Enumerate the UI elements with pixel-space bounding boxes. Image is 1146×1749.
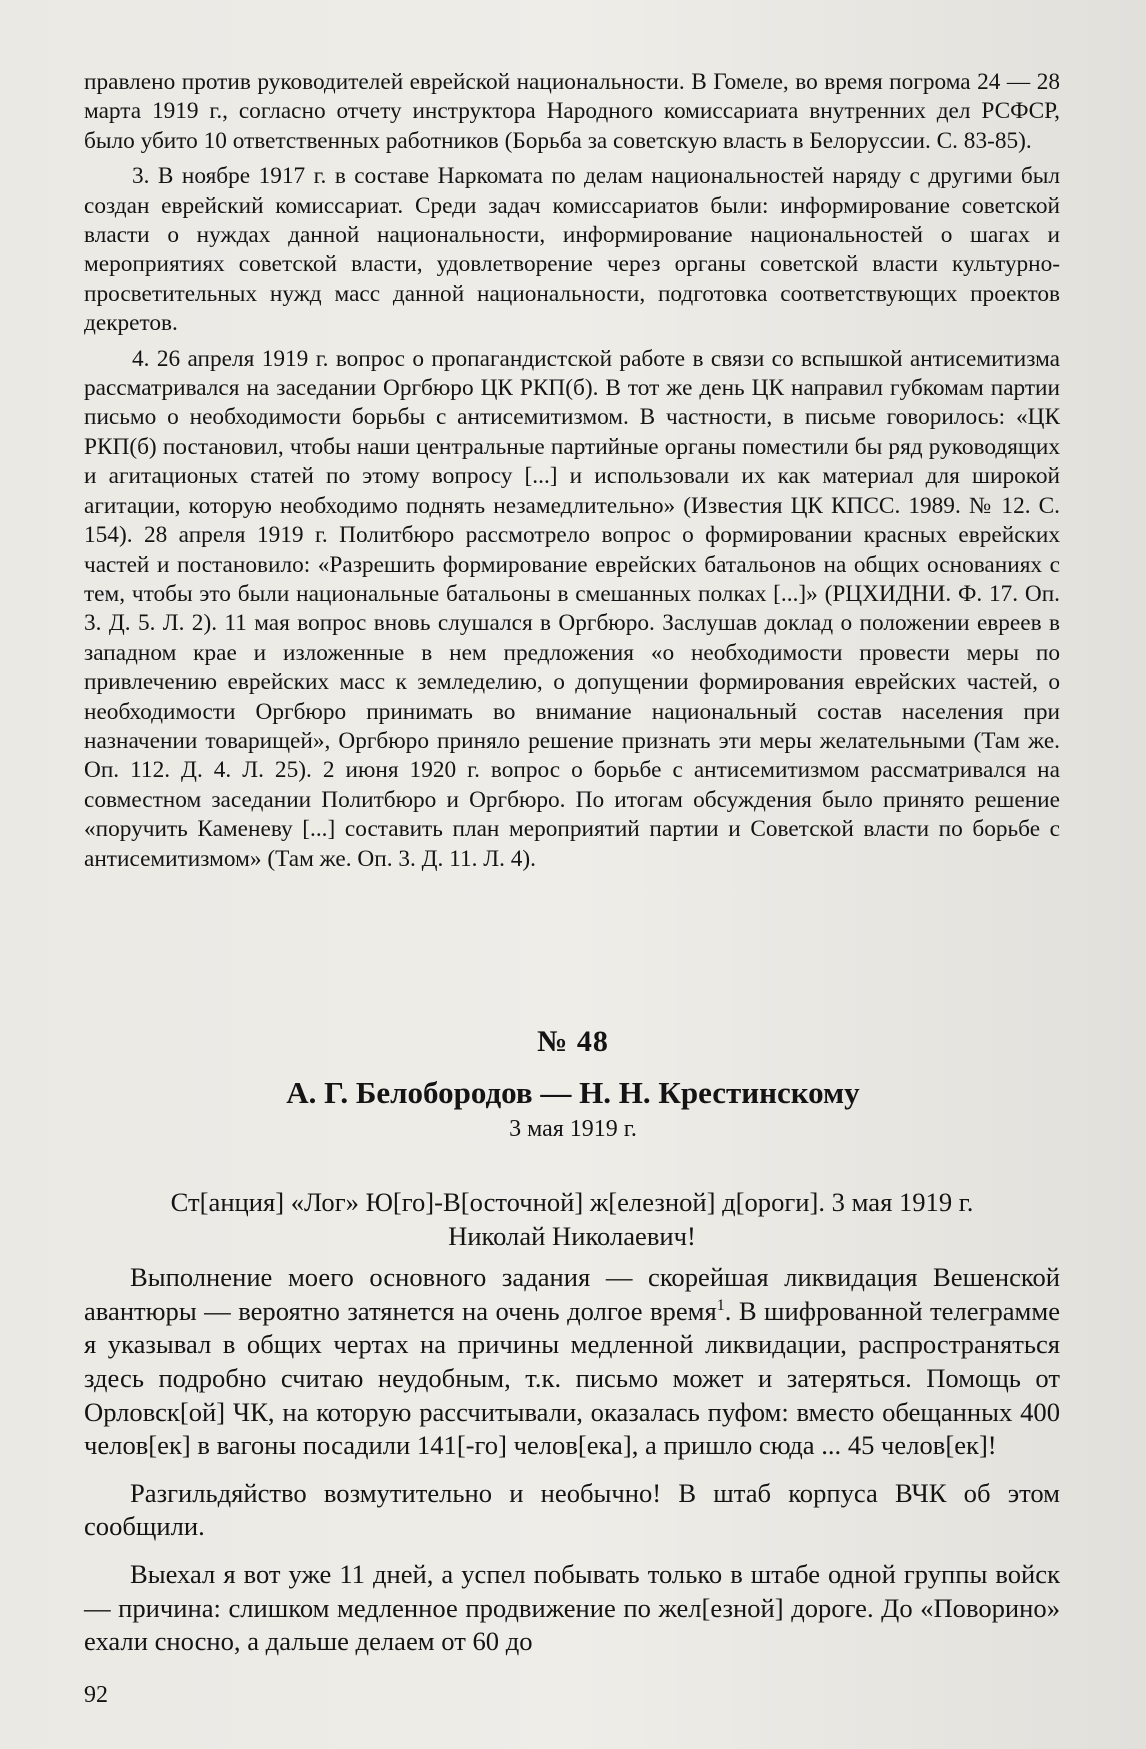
footnote-ref-1: 1 bbox=[716, 1296, 725, 1314]
note-4: 4. 26 апреля 1919 г. вопрос о пропагандистской работе в связи со вспышкой антисемитизма рассматривался на заседании Оргбюро ЦК РКП(б). В тот же день ЦК направил губкомам партии письмо о необходимости борьбы с антисемитизмом. В частности, в письме говорилось: «ЦК РКП(б) постановил, чтобы наши центральные партийные органы поместили бы ряд руководящих и агитационых статей по этому вопросу [...] и использовали их как материал для широкой агитации, которую необходимо поднять незамедлительно» (Известия ЦК КПСС. 1989. № 12. С. 154). 28 апреля 1919 г. Политбюро рассмотрело вопрос о формировании красных еврейских частей и постановило: «Разрешить формирование еврейских батальонов на общих основаниях с тем, чтобы это были национальные батальоны в смешанных полках [...]» (РЦХИДНИ. Ф. 17. Оп. 3. Д. 5. Л. 2). 11 мая вопрос вновь слушался в Оргбюро. Заслушав доклад о положении евреев в западном крае и изложенные в нем предложения «о необходимости провести меры по привлечению еврейских масс к земледелию, о допущении формирования еврейских частей, о необходимости Оргбюро принимать во внимание национальный состав населения при назначении товарищей», Оргбюро приняло решение признать эти меры желательными (Там же. Оп. 112. Д. 4. Л. 25). 2 июня 1920 г. вопрос о борьбе с антисемитизмом рассматривался на совместном заседании Политбюро и Оргбюро. По итогам обсуждения было принято решение «поручить Каменеву [...] составить план мероприятий партии и Советской власти по борьбе с антисемитизмом» (Там же. Оп. 3. Д. 11. Л. 4). bbox=[84, 345, 1060, 872]
document-title: А. Г. Белобородов — Н. Н. Крестинскому bbox=[286, 1075, 860, 1110]
letter-body bbox=[84, 1186, 1060, 1659]
paragraph-1-end: . В шифрованной телеграмме я указывал в общих чертах на причины медленной ликвидации, распространяться здесь подробно считаю неудобным, т.к. письмо может и затеряться. Помощь от Орловск[ой] ЧК, на которую рассчитывали, оказалась пуфом: вместо обещанных 400 челов[ек] в вагоны посадили 141[-го] челов[ека], а пришло сюда ... 45 челов[ек]! bbox=[84, 1295, 1061, 1461]
document-number: № 48 bbox=[537, 1025, 609, 1058]
document-date: 3 мая 1919 г. bbox=[509, 1116, 637, 1142]
letter-paragraph-1 bbox=[84, 1261, 1060, 1463]
note-3: 3. В ноябре 1917 г. в составе Наркомата по делам национальностей наряду с другими был создан еврейский комиссариат. Среди задач комиссариатов были: информирование советской власти о нуждах данной национальности, информирование национальностей о шагах и мероприятиях советской власти, удовлетворение через органы советской власти культурно-просветительных нужд масс данной национальности, подготовка соответствующих проектов декретов. bbox=[84, 163, 1060, 337]
notes-section bbox=[84, 68, 1060, 880]
letter-place-line: Ст[анция] «Лог» Ю[го]-В[осточной] ж[елезной] д[ороги]. 3 мая 1919 г. bbox=[170, 1187, 974, 1217]
letter-paragraph-2: Разгильдяйство возмутительно и необычно! В штаб корпуса ВЧК об этом сообщили. bbox=[84, 1477, 1060, 1542]
paragraph-1-start: Выполнение моего основного задания — скорейшая ликвидация Вешенской авантюры — вероятно затянется на очень долгое время bbox=[84, 1262, 1060, 1326]
page-number: 92 bbox=[84, 1682, 108, 1708]
note-continuation: правлено против руководителей еврейской национальности. В Гомеле, во время погрома 24 — 28 марта 1919 г., согласно отчету инструктора Народного комиссариата внутренних дел РСФСР, было убито 10 ответственных работников (Борьба за советскую власть в Белоруссии. С. 83-85). bbox=[84, 69, 1060, 154]
letter-salutation: Николай Николаевич! bbox=[448, 1220, 696, 1251]
letter-paragraph-3: Выехал я вот уже 11 дней, а успел побывать только в штабе одной группы войск — причина: слишком медленное продвижение по жел[езной] дороге. До «Поворино» ехали сносно, а дальше делаем от 60 до bbox=[84, 1558, 1060, 1657]
